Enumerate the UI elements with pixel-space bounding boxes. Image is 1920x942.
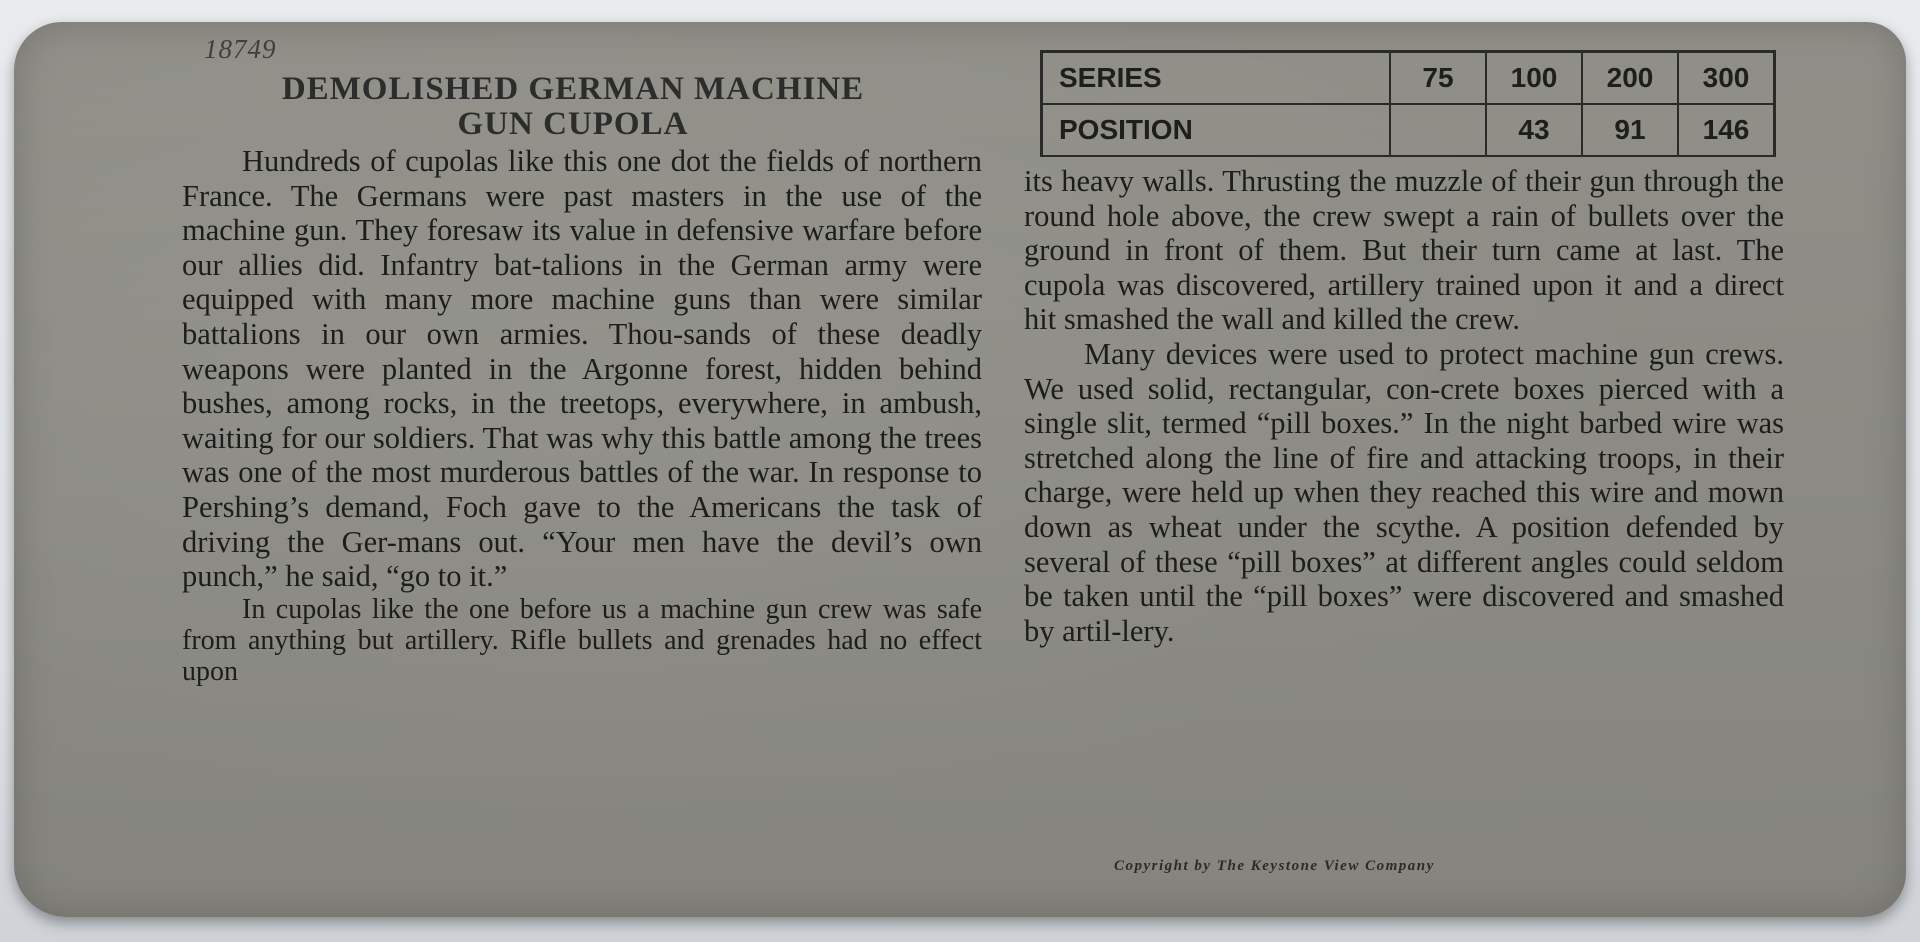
series-100: 100 [1486,52,1582,105]
title-line-1: DEMOLISHED GERMAN MACHINE [281,71,865,107]
left-paragraph-1: Hundreds of cupolas like this one dot the fields of northern France. The Germans were past masters in the use of the machine gun. They foresaw its value in defensive warfare before our allies did. Infantry bat-talions in the German army were equipped with many more machine guns than were similar battalions in our own armies. Thou-sands of these deadly weapons were planted in the Argonne forest, hidden behind bushes, among rocks, in the treetops, everywhere, in ambush, waiting for our soldiers. That was why this battle among the trees was one of the most murderous battles of the war. In response to Pershing’s demand, Foch gave to the Americans the task of driving the Ger-mans out. “Your men have the devil’s own punch,” he said, “go to it.” [182,144,982,594]
position-300: 146 [1678,104,1775,156]
right-paragraph-1: its heavy walls. Thrusting the muzzle of their gun through the round hole above, the crew swept a rain of bullets over the ground in front of them. But their turn came at last. The cupola was discovered, artillery trained upon it and a direct hit smashed the wall and killed the crew. [1024,164,1784,337]
series-300: 300 [1678,52,1775,105]
card-title [164,72,982,142]
copyright-notice: Copyright by The Keystone View Company [1114,858,1435,874]
position-row [1042,104,1775,156]
position-75 [1390,104,1486,156]
title-line-2: GUN CUPOLA [457,106,689,142]
left-paragraph-2: In cupolas like the one before us a machine gun crew was safe from anything but artillery. Rifle bullets and grenades had no effect upon [182,593,982,687]
right-text-column [1024,164,1784,648]
series-200: 200 [1582,52,1678,105]
stereoview-card-back [14,22,1906,917]
position-100: 43 [1486,104,1582,156]
series-row [1042,52,1775,105]
left-text-column [182,144,982,687]
series-label: SERIES [1042,52,1391,105]
catalog-number: 18749 [204,34,277,64]
series-position-table [1040,50,1776,157]
position-label: POSITION [1042,104,1391,156]
series-75: 75 [1390,52,1486,105]
right-paragraph-2: Many devices were used to protect machine gun crews. We used solid, rectangular, con-crete boxes pierced with a single slit, termed “pill boxes.” In the night barbed wire was stretched along the line of fire and attacking troops, in their charge, were held up when they reached this wire and mown down as wheat under the scythe. A position defended by several of these “pill boxes” at different angles could seldom be taken until the “pill boxes” were discovered and smashed by artil-lery. [1024,336,1784,648]
position-200: 91 [1582,104,1678,156]
